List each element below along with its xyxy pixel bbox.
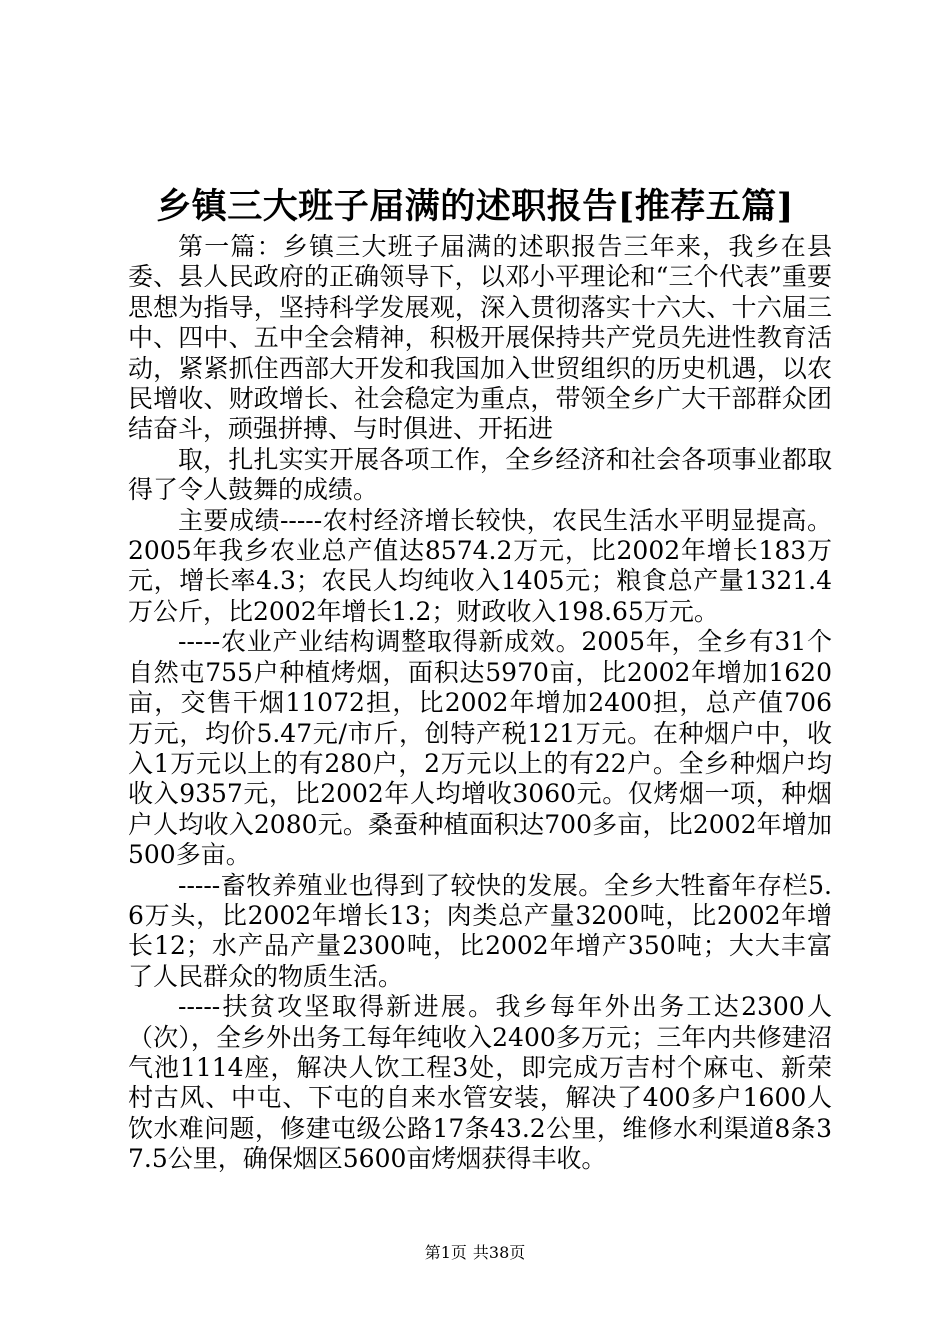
page-total: 共38页: [472, 1243, 526, 1262]
page-number: 第1页: [424, 1243, 467, 1262]
paragraph-3: 主要成绩-----农村经济增长较快，农民生活水平明显提高。2005年我乡农业总产值达8574.2万元，比2002年增长183万元，增长率4.3；农民人均纯收入1405元；粮食总产量1321.4万公斤，比2002年增长1.2；财政收入198.65万元。: [128, 505, 832, 626]
paragraph-1: 第一篇：乡镇三大班子届满的述职报告三年来，我乡在县委、县人民政府的正确领导下，以邓小平理论和“三个代表”重要思想为指导，坚持科学发展观，深入贯彻落实十六大、十六届三中、四中、五中全会精神，积极开展保持共产党员先进性教育活动，紧紧抓住西部大开发和我国加入世贸组织的历史机遇，以农民增收、财政增长、社会稳定为重点，带领全乡广大干部群众团结奋斗，顽强拼搏、与时俱进、开拓进: [128, 232, 832, 444]
paragraph-5: -----畜牧养殖业也得到了较快的发展。全乡大牲畜年存栏5.6万头，比2002年增长13；肉类总产量3200吨，比2002年增长12；水产品产量2300吨，比2002年增产350吨；大大丰富了人民群众的物质生活。: [128, 870, 832, 991]
document-title: 乡镇三大班子届满的述职报告[推荐五篇]: [156, 186, 794, 227]
page-footer: [0, 1241, 950, 1265]
paragraph-4: -----农业产业结构调整取得新成效。2005年，全乡有31个自然屯755户种植烤烟，面积达5970亩，比2002年增加1620亩，交售干烟11072担，比2002年增加2400担，总产值706万元，均价5.47元/市斤，创特产税121万元。在种烟户中，收入1万元以上的有280户，2万元以上的有22户。全乡种烟户均收入9357元，比2002年人均增收3060元。仅烤烟一项，种烟户人均收入2080元。桑蚕种植面积达700多亩，比2002年增加500多亩。: [128, 627, 832, 870]
paragraph-6: -----扶贫攻坚取得新进展。我乡每年外出务工达2300人（次），全乡外出务工每年纯收入2400多万元；三年内共修建沼气池1114座，解决人饮工程3处，即完成万吉村个麻屯、新荣村古风、中屯、下屯的自来水管安装，解决了400多户1600人饮水难问题，修建屯级公路17条43.2公里，维修水利渠道8条37.5公里，确保烟区5600亩烤烟获得丰收。: [128, 992, 832, 1174]
paragraph-2: 取，扎扎实实开展各项工作，全乡经济和社会各项事业都取得了令人鼓舞的成绩。: [128, 444, 832, 505]
document-body: [128, 232, 832, 1175]
